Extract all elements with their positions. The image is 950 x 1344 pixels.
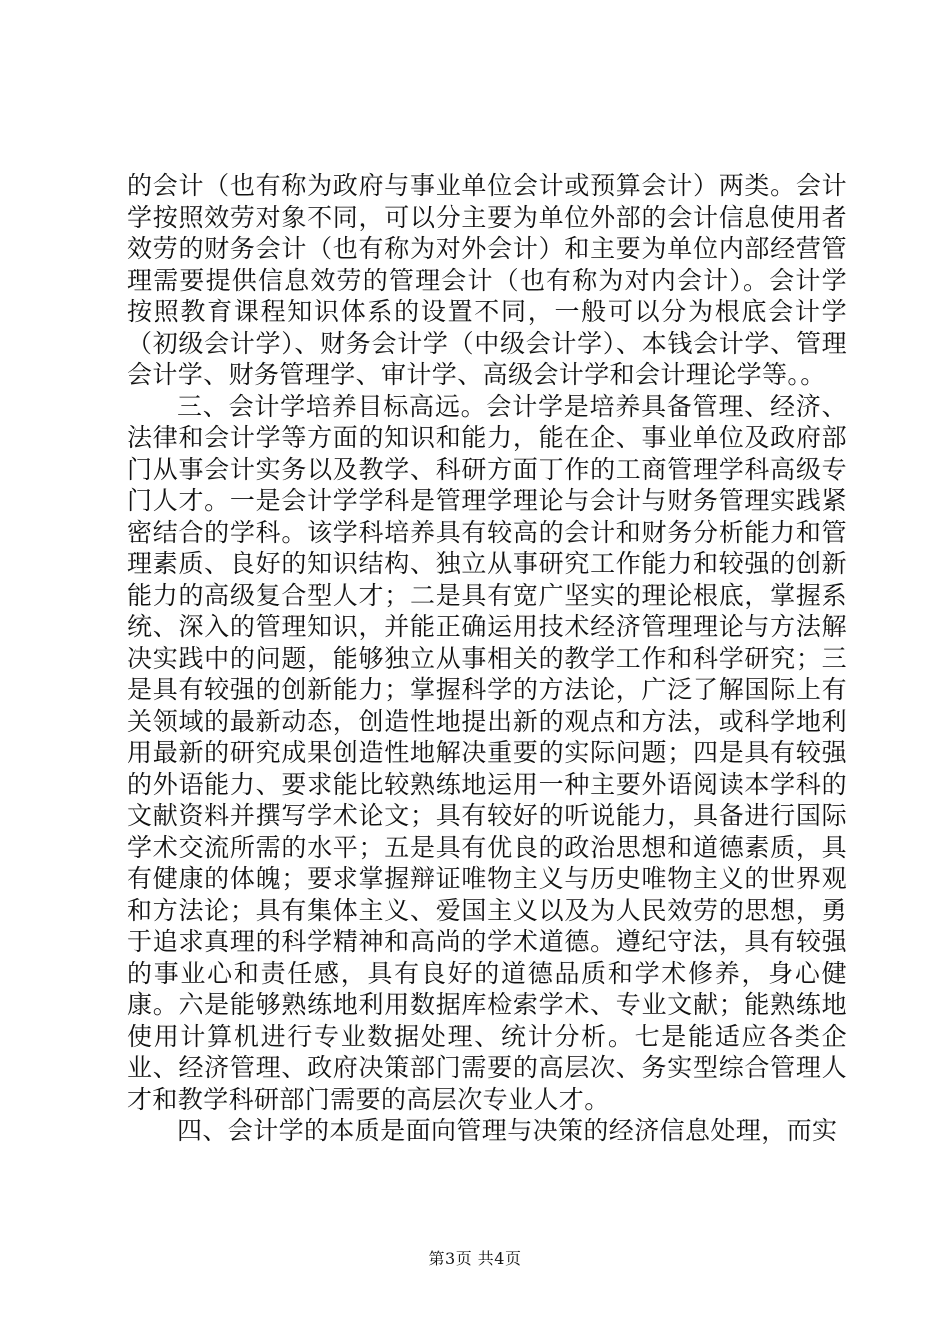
paragraph-training-objectives: 三、会计学培养目标高远。会计学是培养具备管理、经济、法律和会计学等方面的知识和能力，能在企、事业单位及政府部门从事会计实务以及教学、科研方面丁作的工商管理学科高级专门人才。一是会计学学科是管理学理论与会计与财务管理实践紧密结合的学科。该学科培养具有较高的会计和财务分析能力和管理素质、良好的知识结构、独立从事研究工作能力和较强的创新能力的高级复合型人才；二是具有宽广坚实的理论根底，掌握系统、深入的管理知识，并能正确运用技术经济管理理论与方法解决实践中的问题，能够独立从事相关的教学工作和科学研究；三是具有较强的创新能力；掌握科学的方法论，广泛了解国际上有关领域的最新动态，创造性地提出新的观点和方法，或科学地利用最新的研究成果创造性地解决重要的实际问题；四是具有较强的外语能力、要求能比较熟练地运用一种主要外语阅读本学科的文献资料并撰写学术论文；具有较好的听说能力，具备进行国际学术交流所需的水平；五是具有优良的政治思想和道德素质，具有健康的体魄；要求掌握辩证唯物主义与历史唯物主义的世界观和方法论；具有集体主义、爱国主义以及为人民效劳的思想，勇于追求真理的科学精神和高尚的学术道德。遵纪守法，具有较强的事业心和责任感，具有良好的道德品质和学术修养，身心健康。六是能够熟练地利用数据库检索学术、专业文献；能熟练地使用计算机进行专业数据处理、统计分析。七是能适应各类企业、经济管理、政府决策部门需要的高层次、务实型综合管理人才和教学科研部门需要的高层次专业人才。 — [127, 391, 847, 1114]
page-footer: 第3页 共4页 — [428, 1249, 522, 1268]
paragraph-accounting-essence: 四、会计学的本质是面向管理与决策的经济信息处理，而实 — [177, 1116, 838, 1145]
paragraph-accounting-classification: 的会计（也有称为政府与事业单位会计或预算会计）两类。会计学按照效劳对象不同，可以分主要为单位外部的会计信息使用者效劳的财务会计（也有称为对外会计）和主要为单位内部经营管理需要提供信息效劳的管理会计（也有称为对内会计）。会计学按照教育课程知识体系的设置不同，一般可以分为根底会计学（初级会计学）、财务会计学（中级会计学）、本钱会计学、管理会计学、财务管理学、审计学、高级会计学和会计理论学等。。 — [127, 171, 847, 389]
document-body — [127, 170, 847, 1147]
